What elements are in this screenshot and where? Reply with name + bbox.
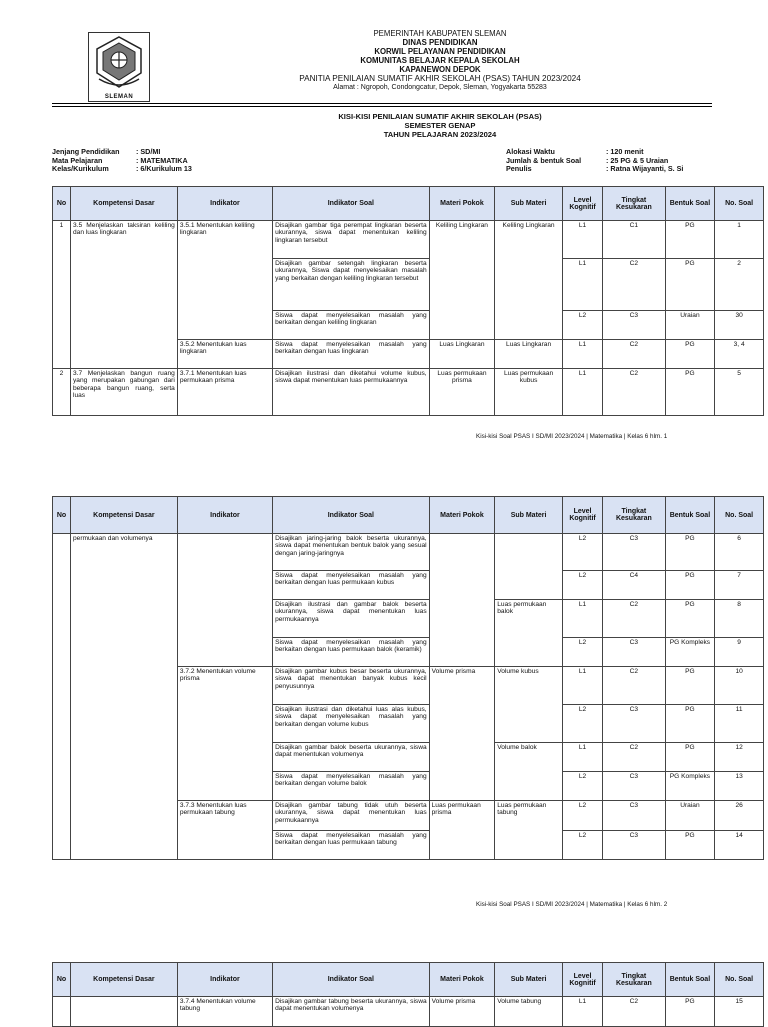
cell-bentuk: PG [665, 743, 715, 772]
letterhead-line: KAPANEWON DEPOK [399, 65, 481, 74]
cell-tingkat: C3 [603, 534, 665, 571]
cell-tingkat: C2 [603, 997, 665, 1027]
cell-level: L2 [562, 311, 602, 340]
cell-materi-pokok: Luas permukaan prisma [429, 369, 495, 416]
cell-level: L1 [562, 369, 602, 416]
col-header: Tingkat Kesukaran [603, 497, 665, 534]
cell-indikator-soal: Disajikan ilustrasi dan gambar balok beserta ukurannya, siswa dapat menentukan luas permukaannya [273, 600, 430, 638]
cell-sub-materi: Luas Lingkaran [495, 340, 563, 369]
col-header: Kompetensi Dasar [70, 497, 177, 534]
cell-no-soal: 2 [715, 259, 764, 311]
col-header: Indikator [177, 497, 272, 534]
meta-value: : Ratna Wijayanti, S. Si [606, 164, 684, 173]
col-header: Bentuk Soal [665, 497, 715, 534]
cell-materi-pokok [429, 534, 495, 667]
col-header: Tingkat Kesukaran [603, 963, 665, 997]
cell-kompetensi [70, 997, 177, 1027]
cell-level: L2 [562, 831, 602, 860]
cell-no: 2 [53, 369, 71, 416]
meta-left [52, 148, 192, 174]
meta-key: Alokasi Waktu [506, 147, 555, 156]
col-header: Bentuk Soal [665, 963, 715, 997]
letterhead-line: KORWIL PELAYANAN PENDIDIKAN [374, 47, 506, 56]
cell-tingkat: C2 [603, 743, 665, 772]
cell-level: L2 [562, 638, 602, 667]
cell-tingkat: C2 [603, 369, 665, 416]
cell-no-soal: 15 [715, 997, 764, 1027]
cell-no-soal: 8 [715, 600, 764, 638]
cell-materi-pokok: Volume prisma [429, 997, 495, 1027]
table-header-row [53, 963, 764, 997]
cell-no-soal: 14 [715, 831, 764, 860]
col-header: No. Soal [715, 963, 764, 997]
col-header: Kompetensi Dasar [70, 187, 177, 221]
title-line: TAHUN PELAJARAN 2023/2024 [383, 130, 497, 139]
cell-bentuk: Uraian [665, 801, 715, 831]
cell-no [53, 997, 71, 1027]
col-header: Indikator Soal [273, 963, 430, 997]
meta-key: Jumlah & bentuk Soal [506, 155, 582, 165]
col-header: No. Soal [715, 497, 764, 534]
cell-bentuk: PG Kompleks [665, 772, 715, 801]
cell-kompetensi: 3.5 Menjelaskan taksiran keliling dan luas lingkaran [70, 221, 177, 369]
sleman-logo [88, 32, 150, 102]
cell-tingkat: C1 [603, 221, 665, 259]
cell-sub-materi: Volume balok [495, 743, 563, 801]
cell-tingkat: C3 [603, 638, 665, 667]
cell-tingkat: C3 [603, 705, 665, 743]
cell-sub-materi [495, 534, 563, 600]
cell-tingkat: C2 [603, 600, 665, 638]
cell-no-soal: 13 [715, 772, 764, 801]
cell-indikator-soal: Disajikan gambar balok beserta ukurannya, siswa dapat menentukan volumenya [273, 743, 430, 772]
cell-indikator-soal: Disajikan gambar setengah lingkaran beserta ukurannya, Siswa dapat menyelesaikan masalah yang berkaitan dengan keliling lingkaran tersebut [273, 259, 430, 311]
cell-tingkat: C2 [603, 259, 665, 311]
cell-bentuk: Uraian [665, 311, 715, 340]
cell-indikator-soal: Siswa dapat menyelesaikan masalah yang berkaitan dengan volume balok [273, 772, 430, 801]
cell-no-soal: 6 [715, 534, 764, 571]
table-row [53, 534, 764, 571]
page-footer: Kisi-kisi Soal PSAS I SD/MI 2023/2024 | Matematika | Kelas 6 hlm. 2 [476, 901, 668, 908]
letterhead-line: KOMUNITAS BELAJAR KEPALA SEKOLAH [360, 56, 520, 65]
col-header: Indikator Soal [273, 187, 430, 221]
cell-bentuk: PG [665, 571, 715, 600]
cell-no-soal: 5 [715, 369, 764, 416]
cell-bentuk: PG Kompleks [665, 638, 715, 667]
meta-value: : SD/MI [136, 147, 161, 156]
cell-bentuk: PG [665, 667, 715, 705]
cell-level: L2 [562, 772, 602, 801]
cell-level: L2 [562, 534, 602, 571]
cell-no-soal: 11 [715, 705, 764, 743]
sleman-crest-icon [89, 33, 149, 93]
cell-no-soal: 26 [715, 801, 764, 831]
cell-indikator: 3.7.4 Menentukan volume tabung [177, 997, 272, 1027]
cell-bentuk: PG [665, 600, 715, 638]
cell-no-soal: 10 [715, 667, 764, 705]
cell-bentuk: PG [665, 831, 715, 860]
col-header: Bentuk Soal [665, 187, 715, 221]
cell-no-soal: 9 [715, 638, 764, 667]
cell-indikator-soal: Siswa dapat menyelesaikan masalah yang berkaitan dengan luas permukaan kubus [273, 571, 430, 600]
cell-bentuk: PG [665, 705, 715, 743]
table-header-row [53, 187, 764, 221]
title-line: SEMESTER GENAP [404, 121, 476, 130]
meta-key: Mata Pelajaran [52, 155, 103, 165]
cell-tingkat: C2 [603, 340, 665, 369]
col-header: Level Kognitif [562, 497, 602, 534]
cell-indikator-soal: Disajikan ilustrasi dan diketahui luas alas kubus, siswa dapat menyelesaikan masalah yang berkaitan dengan volume kubus [273, 705, 430, 743]
document-title [240, 112, 640, 139]
col-header: Materi Pokok [429, 187, 495, 221]
cell-level: L2 [562, 705, 602, 743]
cell-indikator-soal: Siswa dapat menyelesaikan masalah yang berkaitan dengan luas permukaan tabung [273, 831, 430, 860]
meta-right [506, 148, 683, 174]
cell-kompetensi: permukaan dan volumenya [70, 534, 177, 860]
cell-sub-materi: Luas permukaan tabung [495, 801, 563, 860]
meta-value: : MATEMATIKA [136, 155, 188, 165]
cell-materi-pokok: Keliling Lingkaran [429, 221, 495, 340]
cell-sub-materi: Luas permukaan balok [495, 600, 563, 667]
cell-indikator: 3.7.1 Menentukan luas permukaan prisma [177, 369, 272, 416]
col-header: No [53, 963, 71, 997]
letterhead-address: Alamat : Ngropoh, Condongcatur, Depok, Sleman, Yogyakarta 55283 [333, 84, 547, 91]
cell-indikator: 3.5.1 Menentukan keliling lingkaran [177, 221, 272, 340]
cell-sub-materi: Volume tabung [495, 997, 563, 1027]
cell-bentuk: PG [665, 221, 715, 259]
cell-bentuk: PG [665, 259, 715, 311]
letterhead-line: PEMERINTAH KABUPATEN SLEMAN [373, 29, 507, 38]
cell-no-soal: 1 [715, 221, 764, 259]
cell-indikator-soal: Siswa dapat menyelesaikan masalah yang berkaitan dengan luas permukaan balok (keramik) [273, 638, 430, 667]
letterhead [240, 29, 640, 92]
cell-bentuk: PG [665, 534, 715, 571]
title-line: KISI-KISI PENILAIAN SUMATIF AKHIR SEKOLAH (PSAS) [338, 112, 542, 121]
kisi-table-page-2 [52, 496, 764, 860]
cell-indikator-soal: Disajikan jaring-jaring balok beserta ukurannya, siswa dapat menentukan bentuk balok yang sesual dengan jaring-jaringnya [273, 534, 430, 571]
page-footer: Kisi-kisi Soal PSAS I SD/MI 2023/2024 | Matematika | Kelas 6 hlm. 1 [476, 433, 668, 440]
cell-no [53, 534, 71, 860]
cell-tingkat: C3 [603, 772, 665, 801]
cell-tingkat: C2 [603, 667, 665, 705]
col-header: Level Kognitif [562, 963, 602, 997]
col-header: Tingkat Kesukaran [603, 187, 665, 221]
cell-indikator-soal: Disajikan gambar tiga perempat lingkaran beserta ukurannya, siswa dapat menentukan keliling lingkaran tersebut [273, 221, 430, 259]
col-header: No [53, 187, 71, 221]
kisi-table-page-3 [52, 962, 764, 1027]
cell-kompetensi: 3.7 Menjelaskan bangun ruang yang merupakan gabungan dari beberapa bangun ruang, serta luas [70, 369, 177, 416]
cell-indikator-soal: Disajikan ilustrasi dan diketahui volume kubus, siswa dapat menentukan luas permukaannya [273, 369, 430, 416]
cell-no-soal: 30 [715, 311, 764, 340]
cell-level: L2 [562, 571, 602, 600]
cell-no-soal: 7 [715, 571, 764, 600]
cell-indikator [177, 534, 272, 667]
col-header: Indikator [177, 187, 272, 221]
col-header: Indikator [177, 963, 272, 997]
cell-level: L2 [562, 801, 602, 831]
col-header: Materi Pokok [429, 963, 495, 997]
cell-level: L1 [562, 997, 602, 1027]
cell-level: L1 [562, 340, 602, 369]
table-header-row [53, 497, 764, 534]
cell-indikator-soal: Disajikan gambar tabung tidak utuh beserta ukurannya, siswa dapat menentukan luas permukaannya [273, 801, 430, 831]
col-header: No [53, 497, 71, 534]
cell-no-soal: 12 [715, 743, 764, 772]
cell-materi-pokok: Luas Lingkaran [429, 340, 495, 369]
cell-indikator-soal: Disajikan gambar tabung beserta ukurannya, siswa dapat menentukan volumenya [273, 997, 430, 1027]
cell-indikator-soal: Disajikan gambar kubus besar beserta ukurannya, siswa dapat menentukan banyak kubus kecil penyusunnya [273, 667, 430, 705]
cell-indikator-soal: Siswa dapat menyelesaikan masalah yang berkaitan dengan keliling lingkaran [273, 311, 430, 340]
letterhead-divider [52, 106, 712, 107]
cell-tingkat: C3 [603, 831, 665, 860]
cell-materi-pokok: Volume prisma [429, 667, 495, 801]
letterhead-line: DINAS PENDIDIKAN [402, 38, 478, 47]
cell-materi-pokok: Luas permukaan prisma [429, 801, 495, 860]
cell-tingkat: C3 [603, 801, 665, 831]
cell-tingkat: C4 [603, 571, 665, 600]
cell-indikator-soal: Siswa dapat menyelesaikan masalah yang berkaitan dengan luas lingkaran [273, 340, 430, 369]
col-header: Sub Materi [495, 497, 563, 534]
col-header: Sub Materi [495, 963, 563, 997]
cell-sub-materi: Luas permukaan kubus [495, 369, 563, 416]
col-header: Level Kognitif [562, 187, 602, 221]
col-header: Materi Pokok [429, 497, 495, 534]
cell-sub-materi: Volume kubus [495, 667, 563, 743]
logo-text: SLEMAN [104, 94, 134, 100]
cell-level: L1 [562, 259, 602, 311]
col-header: Kompetensi Dasar [70, 963, 177, 997]
cell-level: L1 [562, 743, 602, 772]
cell-no: 1 [53, 221, 71, 369]
letterhead-line: PANITIA PENILAIAN SUMATIF AKHIR SEKOLAH (PSAS) TAHUN 2023/2024 [299, 74, 581, 83]
cell-indikator: 3.7.2 Menentukan volume prisma [177, 667, 272, 801]
cell-bentuk: PG [665, 369, 715, 416]
meta-value: : 25 PG & 5 Uraian [606, 155, 669, 165]
table-row [53, 369, 764, 416]
meta-value: : 120 menit [606, 147, 644, 156]
col-header: Indikator Soal [273, 497, 430, 534]
table-row [53, 221, 764, 259]
cell-level: L1 [562, 221, 602, 259]
cell-bentuk: PG [665, 997, 715, 1027]
col-header: No. Soal [715, 187, 764, 221]
meta-value: : 6/Kurikulum 13 [136, 164, 192, 173]
cell-level: L1 [562, 667, 602, 705]
meta-key: Kelas/Kurikulum [52, 164, 109, 173]
cell-no-soal: 3, 4 [715, 340, 764, 369]
cell-sub-materi: Keliling Lingkaran [495, 221, 563, 340]
kisi-table-page-1 [52, 186, 764, 416]
meta-key: Penulis [506, 164, 532, 173]
cell-level: L1 [562, 600, 602, 638]
letterhead-divider [52, 103, 712, 104]
cell-tingkat: C3 [603, 311, 665, 340]
cell-indikator: 3.7.3 Menentukan luas permukaan tabung [177, 801, 272, 860]
cell-bentuk: PG [665, 340, 715, 369]
col-header: Sub Materi [495, 187, 563, 221]
table-row [53, 997, 764, 1027]
meta-key: Jenjang Pendidikan [52, 147, 120, 156]
cell-indikator: 3.5.2 Menentukan luas lingkaran [177, 340, 272, 369]
